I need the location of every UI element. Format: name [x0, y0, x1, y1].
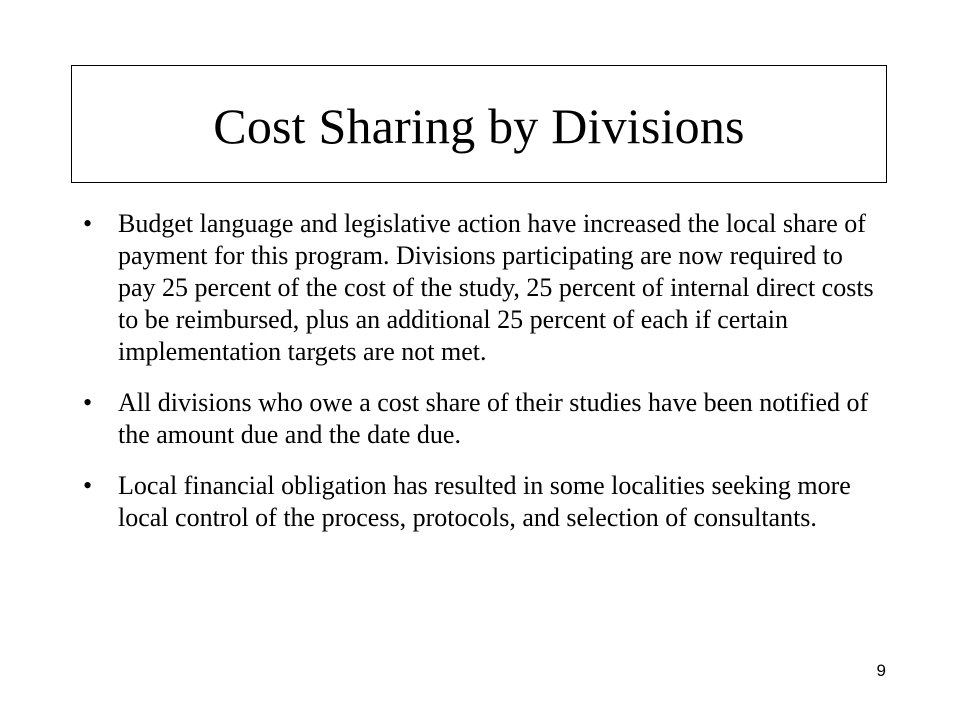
page-number: 9: [876, 661, 886, 680]
bullet-dot-icon: •: [83, 471, 93, 500]
bullet-item: [83, 208, 883, 368]
bullet-dot-icon: •: [83, 388, 93, 417]
bullet-text: All divisions who owe a cost share of their studies have been notified of the amount due and the date due.: [118, 388, 869, 449]
bullet-text: Budget language and legislative action have increased the local share of payment for this program. Divisions participating are now required to pay 25 percent of the cost of the study, 25 percent of internal direct costs to be reimbursed, plus an additional 25 percent of each if certain implementation targets are not met.: [118, 209, 874, 366]
bullet-item: [83, 387, 883, 451]
title-box: [71, 65, 887, 183]
bullet-item: [83, 470, 883, 534]
slide-title: Cost Sharing by Divisions: [213, 98, 745, 154]
bullet-list: [83, 208, 883, 534]
bullet-text: Local financial obligation has resulted in some localities seeking more local control of the process, protocols, and selection of consultants.: [118, 471, 851, 532]
bullet-dot-icon: •: [83, 209, 93, 238]
